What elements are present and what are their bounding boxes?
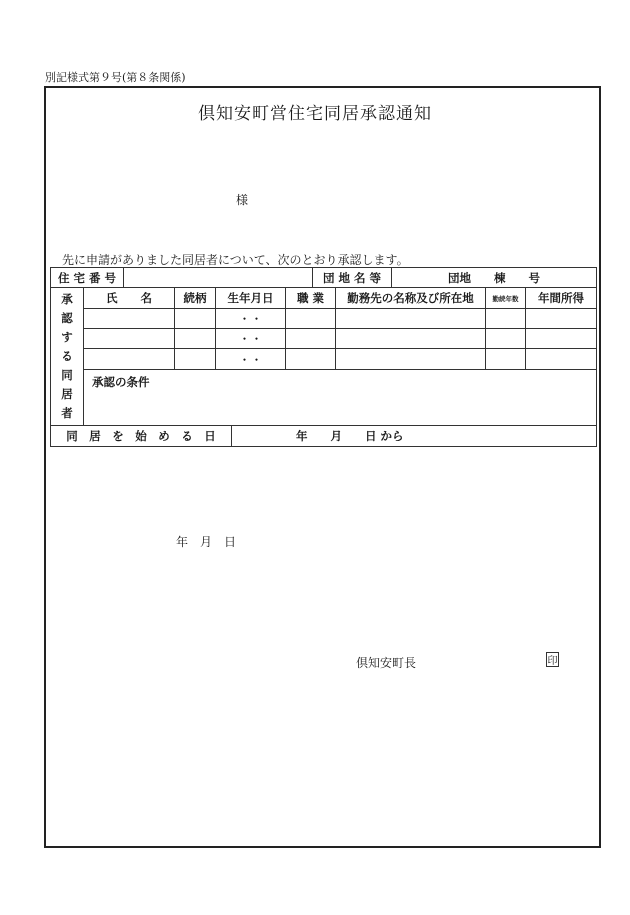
- approval-conditions-label: 承認の条件: [92, 375, 150, 389]
- column-header-occupation: 職 業: [285, 287, 336, 309]
- issue-date: 年 月 日: [176, 535, 237, 549]
- column-header-relation: 続柄: [174, 287, 216, 309]
- row-3-occupation[interactable]: [285, 348, 336, 370]
- row-1-relation[interactable]: [174, 308, 216, 329]
- document-frame: [44, 86, 601, 848]
- row-3-workplace[interactable]: [335, 348, 486, 370]
- row-3-dob[interactable]: ・・: [215, 348, 286, 370]
- row-2-name[interactable]: [83, 328, 175, 349]
- column-header-income: 年間所得: [525, 287, 597, 309]
- row-1-dob[interactable]: ・・: [215, 308, 286, 329]
- complex-name-label: 団 地 名 等: [312, 267, 392, 288]
- row-2-income[interactable]: [525, 328, 597, 349]
- approval-table: [51, 268, 597, 450]
- housing-number-field[interactable]: [123, 267, 313, 288]
- column-header-dob: 生年月日: [215, 287, 286, 309]
- row-2-occupation[interactable]: [285, 328, 336, 349]
- form-caption: 別記様式第９号(第８条関係): [45, 71, 186, 84]
- row-1-workplace[interactable]: [335, 308, 486, 329]
- start-date-field[interactable]: 年 月 日 から: [231, 425, 597, 447]
- housing-number-label: 住 宅 番 号: [50, 267, 124, 288]
- row-1-years[interactable]: [485, 308, 526, 329]
- approval-conditions-field[interactable]: [83, 369, 597, 426]
- seal-icon: 印: [546, 652, 559, 667]
- complex-name-field[interactable]: 団地 棟 号: [391, 267, 597, 288]
- mayor-signature: 倶知安町長: [356, 656, 417, 670]
- row-1-income[interactable]: [525, 308, 597, 329]
- row-3-name[interactable]: [83, 348, 175, 370]
- row-1-occupation[interactable]: [285, 308, 336, 329]
- row-3-years[interactable]: [485, 348, 526, 370]
- document-title: 倶知安町営住宅同居承認通知: [198, 104, 432, 124]
- row-3-relation[interactable]: [174, 348, 216, 370]
- row-3-income[interactable]: [525, 348, 597, 370]
- column-header-name: 氏 名: [83, 287, 175, 309]
- row-2-dob[interactable]: ・・: [215, 328, 286, 349]
- intro-text: 先に申請がありました同居者について、次のとおり承認します。: [62, 253, 409, 267]
- row-2-relation[interactable]: [174, 328, 216, 349]
- row-2-years[interactable]: [485, 328, 526, 349]
- row-1-name[interactable]: [83, 308, 175, 329]
- cohabitant-side-label: 承 認 す る 同 居 者: [50, 287, 84, 426]
- addressee-suffix: 様: [236, 193, 249, 207]
- start-date-label: 同 居 を 始 め る 日: [50, 425, 232, 447]
- column-header-workplace: 勤務先の名称及び所在地: [335, 287, 486, 309]
- row-2-workplace[interactable]: [335, 328, 486, 349]
- column-header-years: 勤続年数: [485, 287, 526, 309]
